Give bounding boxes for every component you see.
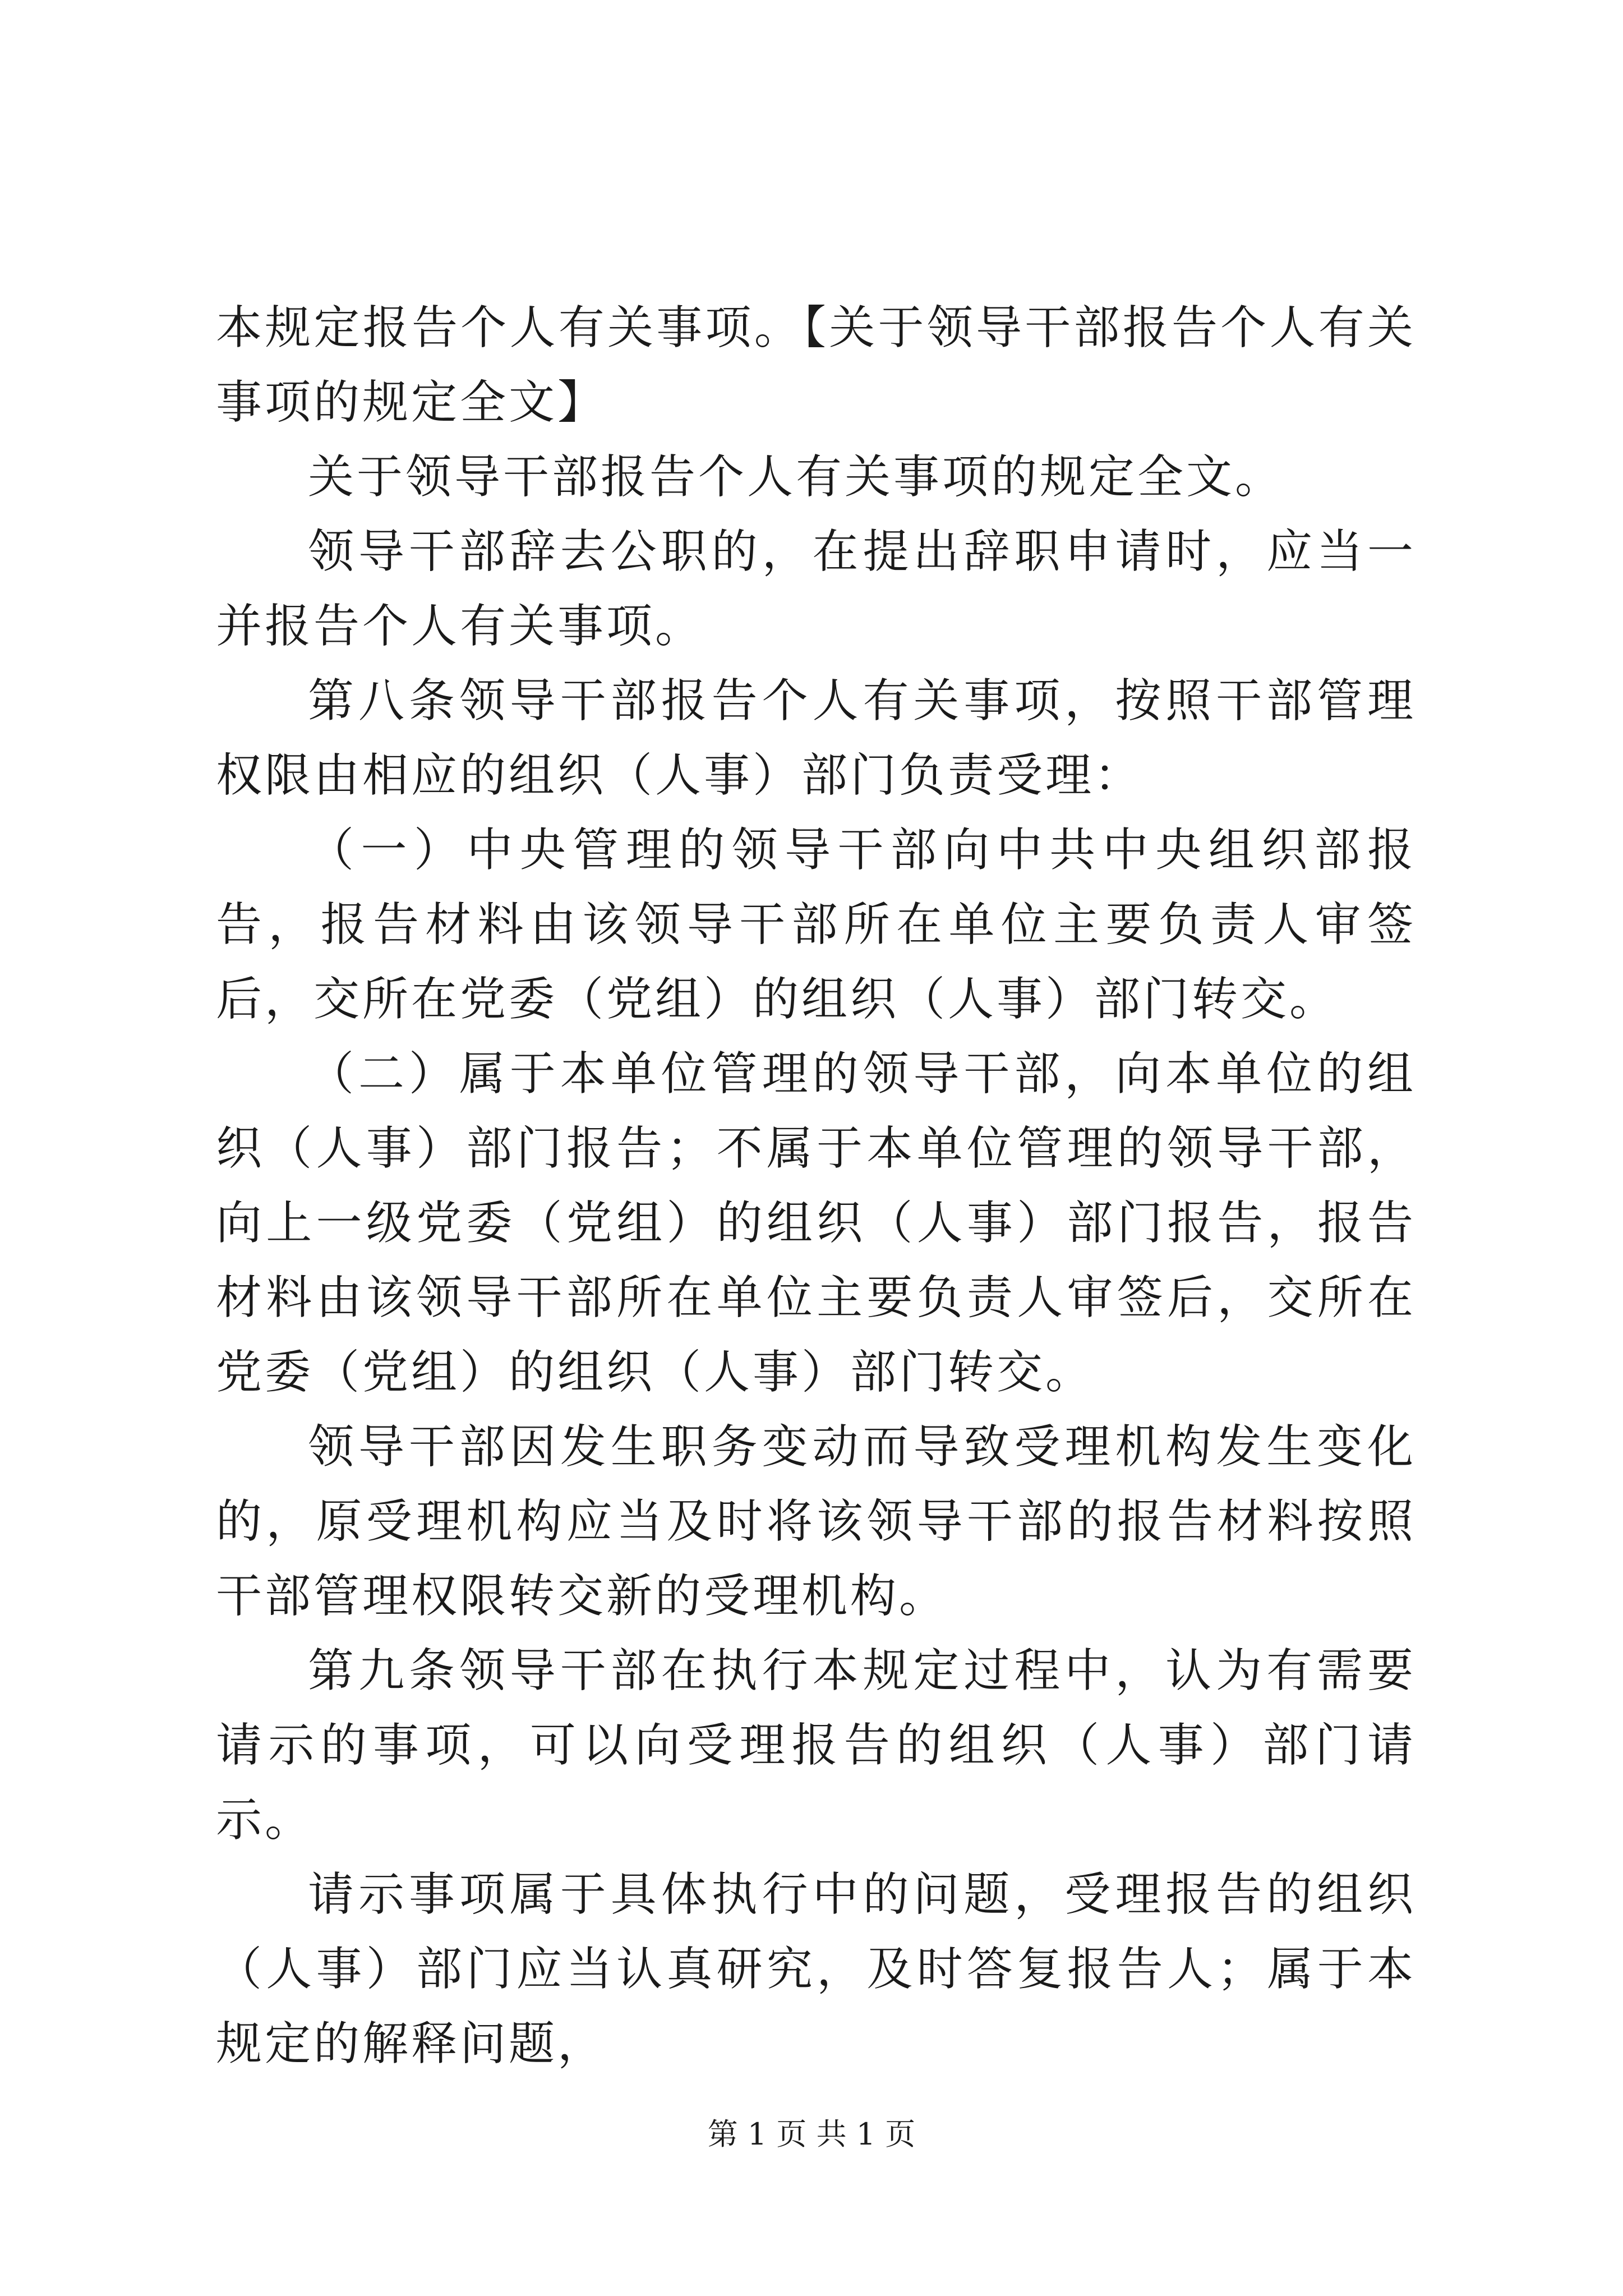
document-body [216,291,1416,2081]
paragraph-8: 第九条领导干部在执行本规定过程中，认为有需要请示的事项，可以向受理报告的组织（人事）部门请示。 [216,1644,1416,1847]
paragraph-1: 本规定报告个人有关事项。【关于领导干部报告个人有关事项的规定全文】 [216,301,1416,429]
paragraph-3: 领导干部辞去公职的，在提出辞职申请时，应当一并报告个人有关事项。 [216,525,1416,653]
paragraph-2: 关于领导干部报告个人有关事项的规定全文。 [308,450,1284,504]
page-footer: 第 1 页 共 1 页 [707,2116,916,2152]
paragraph-5: （一）中央管理的领导干部向中共中央组织部报告，报告材料由该领导干部所在单位主要负责人审签后，交所在党委（党组）的组织（人事）部门转交。 [216,823,1416,1026]
paragraph-4: 第八条领导干部报告个人有关事项，按照干部管理权限由相应的组织（人事）部门负责受理： [216,674,1416,802]
paragraph-6: （二）属于本单位管理的领导干部，向本单位的组织（人事）部门报告；不属于本单位管理的领导干部，向上一级党委（党组）的组织（人事）部门报告，报告材料由该领导干部所在单位主要负责人审签后，交所在党委（党组）的组织（人事）部门转交。 [216,1047,1416,1399]
paragraph-9: 请示事项属于具体执行中的问题，受理报告的组织（人事）部门应当认真研究，及时答复报告人；属于本规定的解释问题， [216,1868,1416,2070]
paragraph-7: 领导干部因发生职务变动而导致受理机构发生变化的，原受理机构应当及时将该领导干部的报告材料按照干部管理权限转交新的受理机构。 [216,1420,1416,1623]
